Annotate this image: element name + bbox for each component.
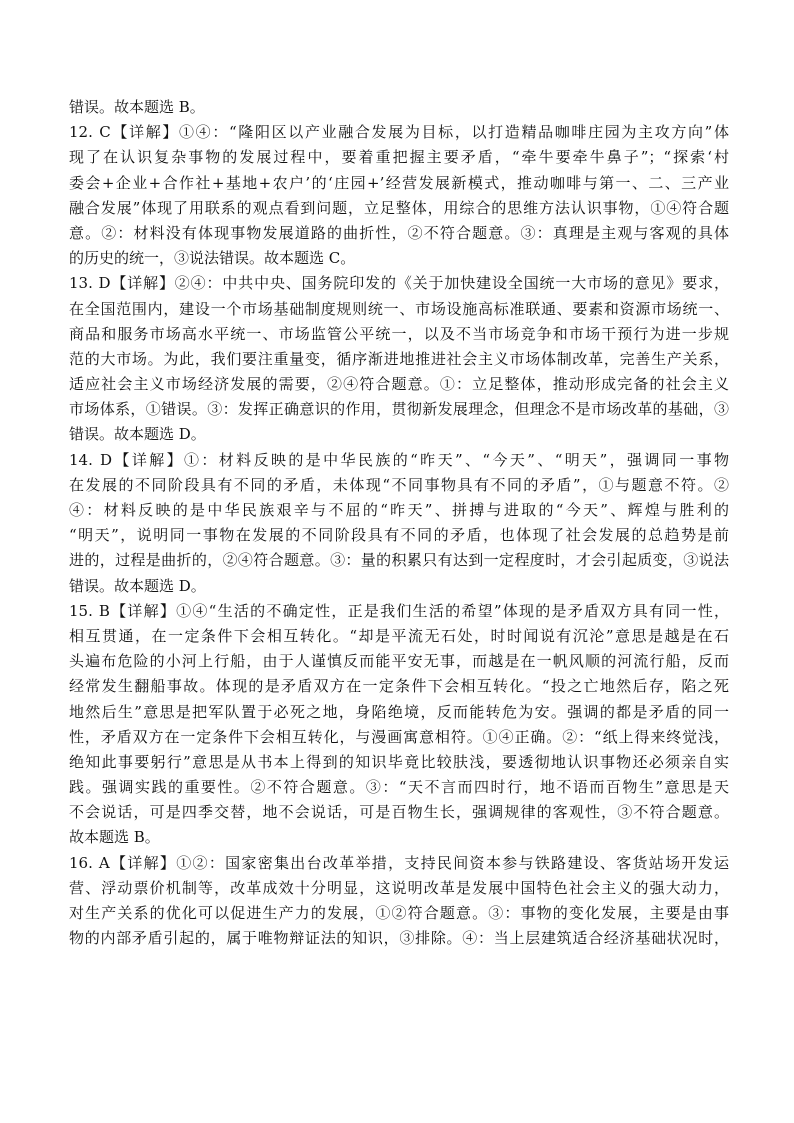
- text-line: 绝知此事要躬行”意思是从书本上得到的知识毕竟比较肤浅，要透彻地认识事物还必须亲自实: [69, 752, 729, 771]
- text-line: 对生产关系的优化可以促进生产力的发展，①②符合题意。③：事物的变化发展，主要是由事: [69, 904, 729, 922]
- text-line: 错误。故本题选 D。: [69, 576, 206, 595]
- text-line: 现了在认识复杂事物的发展过程中，要着重把握主要矛盾，“牵牛要牵牛鼻子”；“探索‘村: [69, 148, 729, 167]
- text-line: 错误。故本题选 B。: [69, 98, 205, 116]
- text-line: 在发展的不同阶段具有不同的矛盾，未体现“不同事物具有不同的矛盾”，①与题意不符。②: [69, 475, 729, 494]
- text-line: 市场体系，①错误。③：发挥正确意识的作用，贯彻新发展理念，但理念不是市场改革的基础，③: [69, 400, 729, 419]
- text-line: 错误。故本题选 D。: [69, 425, 206, 444]
- text-line: 进的，过程是曲折的，②④符合题意。③：量的积累只有达到一定程度时，才会引起质变，③说法: [69, 551, 729, 570]
- text-line: “明天”，说明同一事物在发展的不同阶段具有不同的矛盾，也体现了社会发展的总趋势是前: [69, 526, 729, 545]
- text-line: 14. D【详解】①：材料反映的是中华民族的“昨天”、“今天”、“明天”，强调同一事物: [69, 450, 729, 469]
- text-line: 在全国范围内，建设一个市场基础制度规则统一、市场设施高标准联通、要素和资源市场统一、: [69, 299, 729, 318]
- text-line: 性，矛盾双方在一定条件下会相互转化，与漫画寓意相符。①④正确。②：“纸上得来终觉浅，: [69, 727, 729, 746]
- answer-explanation-text: [69, 95, 729, 951]
- text-line: 15. B【详解】①④“生活的不确定性，正是我们生活的希望”体现的是矛盾双方具有同一性，: [69, 601, 729, 620]
- text-line: 故本题选 B。: [69, 828, 160, 847]
- text-line: 13. D【详解】②④：中共中央、国务院印发的《关于加快建设全国统一大市场的意见》要求，: [69, 274, 729, 293]
- text-line: 的历史的统一，③说法错误。故本题选 C。: [69, 249, 356, 268]
- text-line: 融合发展”体现了用联系的观点看到问题，立足整体，用综合的思维方法认识事物，①④符合题: [69, 198, 729, 217]
- text-line: 物的内部矛盾引起的，属于唯物辩证法的知识，③排除。④：当上层建筑适合经济基础状况时，: [69, 929, 729, 948]
- text-line: 范的大市场。为此，我们要注重量变，循序渐进地推进社会主义市场体制改革，完善生产关系，: [69, 349, 729, 368]
- text-line: 地然后生”意思是把军队置于必死之地，身陷绝境，反而能转危为安。强调的都是矛盾的同一: [69, 702, 729, 721]
- text-line: 意。②：材料没有体现事物发展道路的曲折性，②不符合题意。③：真理是主观与客观的具体: [69, 223, 729, 242]
- text-line: 头遍布危险的小河上行船，由于人谨慎反而能平安无事，而越是在一帆风顺的河流行船，反而: [69, 652, 729, 671]
- text-line: ④：材料反映的是中华民族艰辛与不屈的“昨天”、拼搏与进取的“今天”、辉煌与胜利的: [69, 501, 729, 519]
- text-line: 12. C【详解】①④：“隆阳区以产业融合发展为目标，以打造精品咖啡庄园为主攻方向”体: [69, 123, 729, 142]
- text-line: 委会+企业+合作社+基地+农户’的‘庄园+’经营发展新模式，推动咖啡与第一、二、三产业: [69, 173, 729, 192]
- text-line: 相互贯通，在一定条件下会相互转化。“却是平流无石处，时时闻说有沉沦”意思是越是在石: [69, 626, 729, 645]
- text-line: 不会说话，可是四季交替，地不会说话，可是百物生长，强调规律的客观性，③不符合题意。: [69, 803, 729, 822]
- text-line: 16. A【详解】①②：国家密集出台改革举措，支持民间资本参与铁路建设、客货站场开发运: [69, 853, 729, 872]
- text-line: 践。强调实践的重要性。②不符合题意。③：“天不言而四时行，地不语而百物生”意思是天: [69, 778, 729, 797]
- text-line: 适应社会主义市场经济发展的需要，②④符合题意。①：立足整体，推动形成完备的社会主义: [69, 375, 729, 394]
- text-line: 商品和服务市场高水平统一、市场监管公平统一，以及不当市场竞争和市场干预行为进一步规: [69, 324, 729, 343]
- text-line: 营、浮动票价机制等，改革成效十分明显，这说明改革是发展中国特色社会主义的强大动力，: [69, 878, 729, 897]
- text-line: 经常发生翻船事故。体现的是矛盾双方在一定条件下会相互转化。“投之亡地然后存，陷之死: [69, 677, 729, 696]
